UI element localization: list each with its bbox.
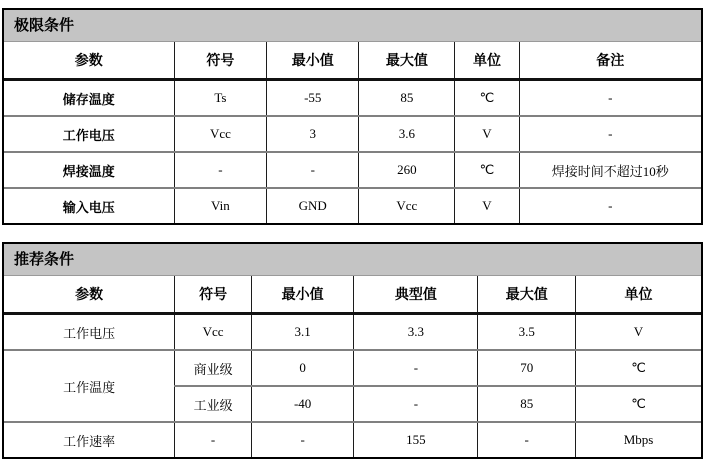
cell-symbol: - xyxy=(174,152,267,188)
header-cell-min: 最小值 xyxy=(251,276,353,314)
cell-note: 焊接时间不超过10秒 xyxy=(519,152,701,188)
cell-param: 输入电压 xyxy=(4,188,174,223)
cell-param: 工作温度 xyxy=(4,350,175,422)
header-cell-unit: 单位 xyxy=(576,276,702,314)
cell-unit: ℃ xyxy=(576,386,702,422)
cell-max: - xyxy=(478,422,576,457)
cell-symbol: Vcc xyxy=(174,116,267,152)
cell-max: 85 xyxy=(359,80,455,117)
cell-typ: 3.3 xyxy=(354,314,478,351)
cell-max: Vcc xyxy=(359,188,455,223)
cell-max: 3.5 xyxy=(478,314,576,351)
table-row xyxy=(4,116,701,152)
cell-unit: Mbps xyxy=(576,422,702,457)
cell-unit: V xyxy=(455,116,519,152)
cell-min: - xyxy=(251,422,353,457)
cell-unit: V xyxy=(576,314,702,351)
header-cell-max: 最大值 xyxy=(359,42,455,80)
cell-note: - xyxy=(519,188,701,223)
header-cell-max: 最大值 xyxy=(478,276,576,314)
table-row xyxy=(4,350,701,386)
table-row xyxy=(4,80,701,117)
header-cell-note: 备注 xyxy=(519,42,701,80)
cell-note: - xyxy=(519,80,701,117)
cell-param: 工作速率 xyxy=(4,422,175,457)
cell-typ: 155 xyxy=(354,422,478,457)
cell-unit: ℃ xyxy=(455,152,519,188)
cell-max: 70 xyxy=(478,350,576,386)
cell-min: -40 xyxy=(251,386,353,422)
cell-unit: ℃ xyxy=(576,350,702,386)
cell-unit: V xyxy=(455,188,519,223)
table-row xyxy=(4,152,701,188)
cell-min: -55 xyxy=(267,80,359,117)
table-row xyxy=(4,422,701,457)
cell-symbol: Vin xyxy=(174,188,267,223)
cell-min: 0 xyxy=(251,350,353,386)
header-cell-param: 参数 xyxy=(4,276,175,314)
cell-min: 3.1 xyxy=(251,314,353,351)
cell-min: 3 xyxy=(267,116,359,152)
cell-unit: ℃ xyxy=(455,80,519,117)
limits-table-grid xyxy=(4,42,701,223)
cell-symbol: 工业级 xyxy=(175,386,252,422)
recommended-table-title: 推荐条件 xyxy=(4,244,701,276)
header-cell-symbol: 符号 xyxy=(174,42,267,80)
cell-min: GND xyxy=(267,188,359,223)
header-row xyxy=(4,276,701,314)
cell-typ: - xyxy=(354,386,478,422)
cell-symbol: Ts xyxy=(174,80,267,117)
cell-param: 工作电压 xyxy=(4,314,175,351)
cell-symbol: - xyxy=(175,422,252,457)
cell-symbol: Vcc xyxy=(175,314,252,351)
header-cell-typ: 典型值 xyxy=(354,276,478,314)
header-cell-unit: 单位 xyxy=(455,42,519,80)
header-cell-param: 参数 xyxy=(4,42,174,80)
cell-param: 焊接温度 xyxy=(4,152,174,188)
cell-typ: - xyxy=(354,350,478,386)
cell-symbol: 商业级 xyxy=(175,350,252,386)
cell-note: - xyxy=(519,116,701,152)
table-row xyxy=(4,314,701,351)
header-cell-symbol: 符号 xyxy=(175,276,252,314)
table-row xyxy=(4,188,701,223)
cell-max: 3.6 xyxy=(359,116,455,152)
cell-min: - xyxy=(267,152,359,188)
cell-max: 260 xyxy=(359,152,455,188)
limits-table xyxy=(2,8,703,225)
cell-param: 储存温度 xyxy=(4,80,174,117)
header-cell-min: 最小值 xyxy=(267,42,359,80)
cell-max: 85 xyxy=(478,386,576,422)
cell-param: 工作电压 xyxy=(4,116,174,152)
limits-table-title: 极限条件 xyxy=(4,10,701,42)
recommended-table xyxy=(2,242,703,459)
recommended-table-grid xyxy=(4,276,701,457)
header-row xyxy=(4,42,701,80)
